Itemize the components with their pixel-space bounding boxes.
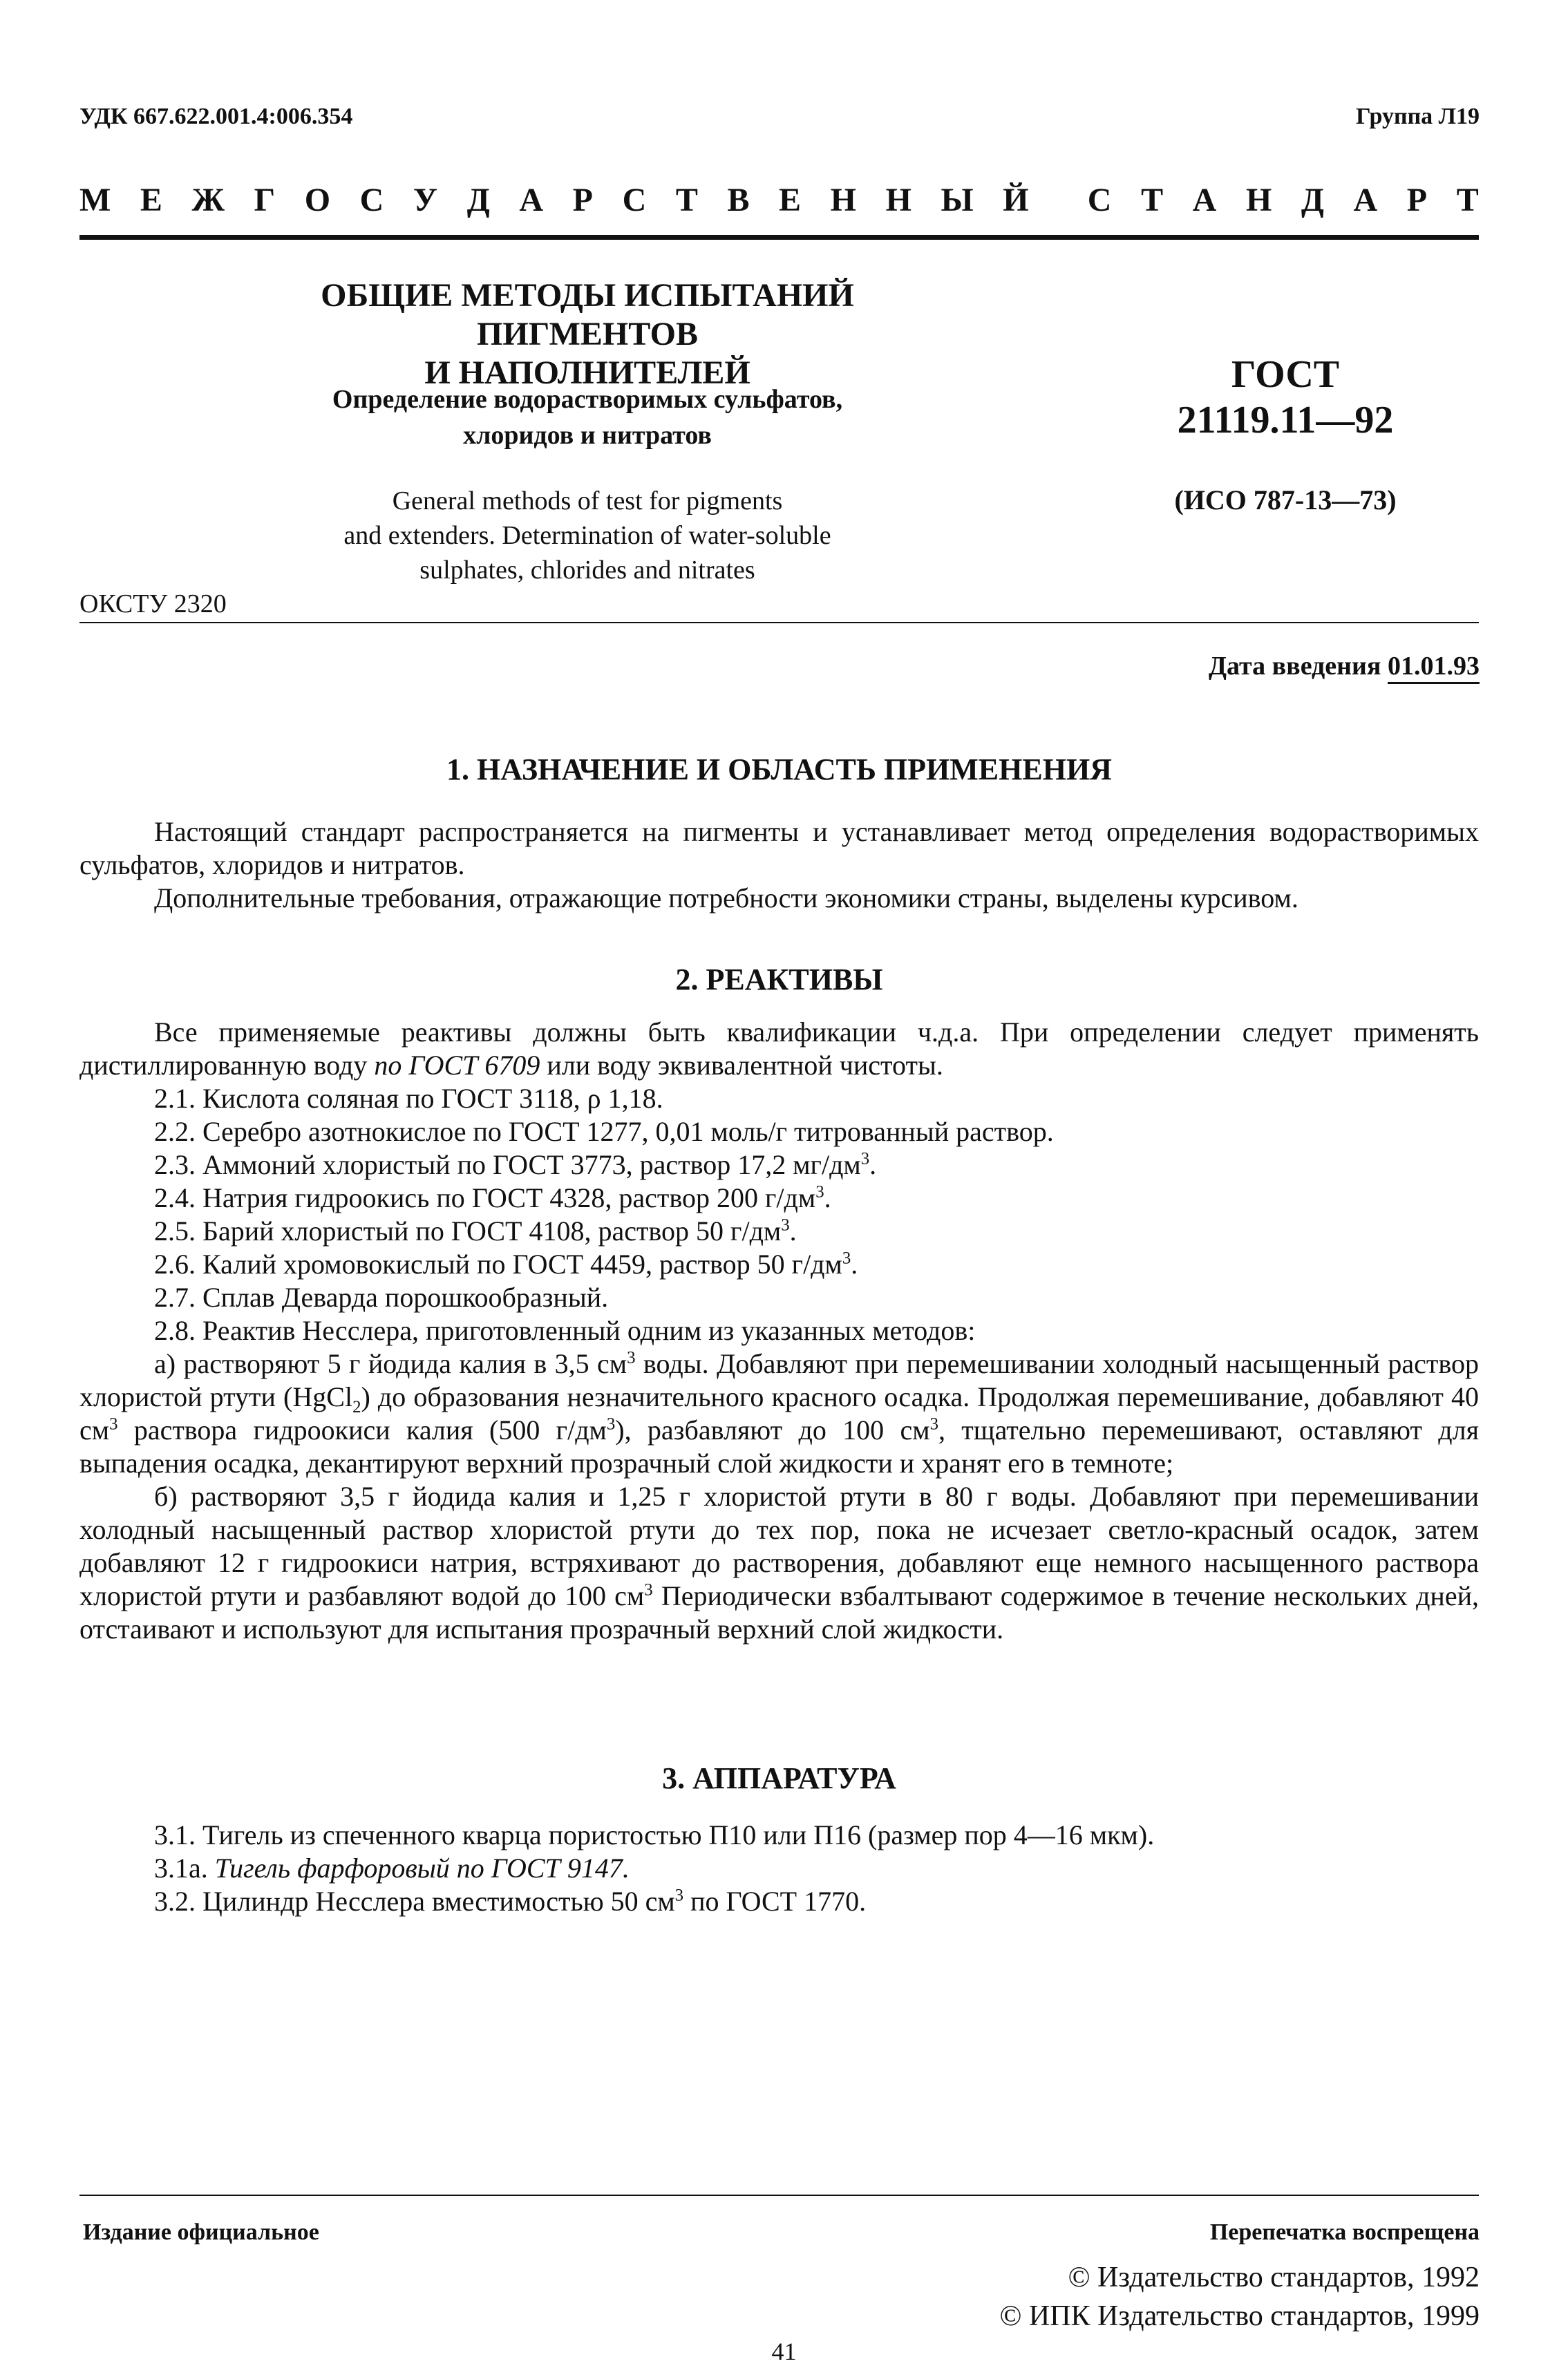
superscript: 3	[815, 1182, 824, 1202]
italic-reference: по ГОСТ 6709	[374, 1050, 540, 1081]
superscript: 3	[842, 1249, 851, 1268]
section-2-heading: 2. РЕАКТИВЫ	[675, 963, 883, 996]
std-letter: Т	[1456, 182, 1479, 218]
gost-label: ГОСТ	[1231, 353, 1340, 396]
std-letter: Р	[572, 182, 593, 218]
item-number: 2.7.	[154, 1282, 196, 1313]
sub-title	[249, 381, 926, 453]
paragraph-method-a	[79, 1347, 1479, 1480]
group-code: Группа Л19	[1356, 104, 1480, 129]
sub-title-line: Определение водорастворимых сульфатов,	[332, 385, 843, 414]
superscript: 3	[929, 1414, 938, 1434]
std-letter: А	[519, 182, 544, 218]
item-number: 2.2.	[154, 1116, 196, 1147]
superscript: 3	[644, 1580, 653, 1600]
item-number: 2.6.	[154, 1249, 196, 1280]
paragraph-method-b	[79, 1480, 1479, 1646]
item-text: Реактив Несслера, приготовленный одним из указанных методов:	[202, 1315, 976, 1346]
paragraph: Дополнительные требования, отражающие потребности экономики страны, выделены курсивом.	[154, 882, 1298, 913]
superscript: 3	[606, 1414, 616, 1434]
okstu-code: ОКСТУ 2320	[79, 589, 227, 618]
english-title-line: sulphates, chlorides and nitrates	[419, 556, 755, 585]
std-letter: Д	[1301, 182, 1324, 218]
item-text: Сплав Деварда порошкообразный.	[202, 1282, 609, 1313]
item-number: 2.8.	[154, 1315, 196, 1346]
copyright-line: © ИПК Издательство стандартов, 1999	[999, 2300, 1480, 2332]
gost-number: 21119.11—92	[1177, 399, 1394, 442]
text-run: раствора гидроокиси калия (500 г/дм	[117, 1414, 607, 1446]
list-item	[79, 1281, 1479, 1314]
list-item	[79, 1082, 1479, 1115]
std-letter: А	[1353, 182, 1378, 218]
english-title	[276, 484, 898, 587]
text-run: ), разбавляют до 100 см	[615, 1414, 930, 1446]
text-run: или воду эквивалентной чистоты.	[540, 1050, 943, 1081]
std-letter: Т	[1141, 182, 1164, 218]
item-text: Серебро азотнокислое по ГОСТ 1277, 0,01 моль/г титрованный раствор.	[202, 1116, 1054, 1147]
list-item	[79, 1885, 1479, 1918]
std-letter: Е	[779, 182, 802, 218]
list-item	[79, 1248, 1479, 1281]
paragraph	[79, 1016, 1479, 1082]
list-item	[79, 1115, 1479, 1148]
item-number: 2.1.	[154, 1083, 196, 1114]
item-number: 2.5.	[154, 1215, 196, 1247]
udk-code: УДК 667.622.001.4:006.354	[79, 104, 353, 129]
edition-note: Издание официальное	[83, 2219, 319, 2245]
std-letter: А	[1192, 182, 1217, 218]
item-end: .	[851, 1249, 858, 1280]
list-item	[79, 1852, 1479, 1885]
item-end: .	[789, 1215, 797, 1247]
intro-date-label: Дата введения	[1208, 652, 1381, 681]
italic-item-text: Тигель фарфоровый по ГОСТ 9147.	[214, 1853, 630, 1884]
english-title-line: and extenders. Determination of water-soluble	[343, 521, 831, 550]
main-title-line: И НАПОЛНИТЕЛЕЙ	[424, 354, 750, 391]
std-letter: О	[304, 182, 331, 218]
item-text: Барий хлористый по ГОСТ 4108, раствор 50 г/дм	[202, 1215, 782, 1247]
section-2-body	[79, 1016, 1479, 1646]
item-end: .	[824, 1182, 831, 1213]
superscript: 3	[860, 1149, 870, 1168]
text-run: , тщательно перемешивают, оставляют для выпадения осадка, декантируют верхний прозрачный слой жидкости и хранят его в темноте;	[79, 1414, 1480, 1479]
text-run: ) до образования незначительного красного осадка. Продолжая перемешивание, добавляют 40 см	[79, 1381, 1479, 1446]
standard-type-heading	[79, 181, 1479, 219]
std-letter: Ж	[191, 182, 225, 218]
std-letter: В	[727, 182, 750, 218]
superscript: 3	[781, 1215, 790, 1235]
std-letter: Й	[1003, 182, 1029, 218]
std-letter: У	[413, 182, 438, 218]
item-text: Кислота соляная по ГОСТ 3118, ρ 1,18.	[202, 1083, 663, 1114]
iso-reference: (ИСО 787-13—73)	[1174, 484, 1397, 515]
std-letter: Т	[675, 182, 698, 218]
superscript: 3	[674, 1886, 684, 1905]
page-number: 41	[771, 2338, 797, 2365]
section-3-body	[79, 1819, 1479, 1918]
item-number: 2.3.	[154, 1149, 196, 1180]
std-letter: Р	[1406, 182, 1428, 218]
std-letter: Ы	[941, 182, 974, 218]
copyright-line: © Издательство стандартов, 1992	[1068, 2262, 1480, 2293]
english-title-line: General methods of test for pigments	[392, 486, 783, 515]
std-letter: Н	[885, 182, 911, 218]
section-1-body	[79, 815, 1479, 915]
std-letter: Г	[254, 182, 276, 218]
item-text: Аммоний хлористый по ГОСТ 3773, раствор 17,2 мг/дм	[202, 1149, 861, 1180]
list-item: 3.1. Тигель из спеченного кварца пористостью П10 или П16 (размер пор 4—16 мкм).	[154, 1819, 1155, 1850]
footer-rule	[79, 2195, 1479, 2196]
list-item	[79, 1314, 1479, 1347]
text-run: Все применяемые реактивы должны быть квалификации ч.д.а. При определении следует применять дистиллированную воду	[79, 1016, 1479, 1081]
subscript: 2	[352, 1398, 361, 1417]
main-title-line: ОБЩИЕ МЕТОДЫ ИСПЫТАНИЙ ПИГМЕНТОВ	[321, 277, 854, 352]
superscript: 3	[627, 1348, 636, 1367]
item-text: Натрия гидроокись по ГОСТ 4328, раствор 200 г/дм	[202, 1182, 816, 1213]
std-letter: С	[1087, 182, 1112, 218]
std-letter: Н	[830, 182, 856, 218]
intro-date-value: 01.01.93	[1388, 652, 1480, 684]
section-1-heading: 1. НАЗНАЧЕНИЕ И ОБЛАСТЬ ПРИМЕНЕНИЯ	[446, 752, 1112, 786]
item-number: 3.1а.	[154, 1853, 208, 1884]
intro-date	[1209, 651, 1480, 681]
header-rule	[79, 235, 1479, 240]
list-item	[79, 1215, 1479, 1248]
reprint-note: Перепечатка воспрещена	[1209, 2219, 1480, 2245]
text-run: а) растворяют 5 г йодида калия в 3,5 см	[154, 1348, 627, 1379]
std-letter: Е	[140, 182, 162, 218]
std-letter: С	[359, 182, 384, 218]
list-item	[79, 1182, 1479, 1215]
item-number: 2.4.	[154, 1182, 196, 1213]
text-run: воды. Добавляют при перемешивании холодный насыщенный раствор хлористой ртути (HgCl	[79, 1348, 1479, 1412]
item-text: Калий хромовокислый по ГОСТ 4459, раствор 50 г/дм	[202, 1249, 842, 1280]
list-item	[79, 1148, 1479, 1182]
section-3-heading: 3. АППАРАТУРА	[662, 1761, 896, 1795]
text-run: по ГОСТ 1770.	[683, 1886, 867, 1917]
text-run: Периодически взбалтывают содержимое в течение нескольких дней, отстаивают и используют для испытания прозрачный верхний слой жидкости.	[79, 1580, 1479, 1645]
superscript: 3	[109, 1414, 118, 1434]
std-letter: Н	[1245, 182, 1272, 218]
text-run: б) растворяют 3,5 г йодида калия и 1,25 г хлористой ртути в 80 г воды. Добавляют при перемешивании холодный насыщенный раствор хлористой ртути до тех пор, пока не исчезает светло-красный осадок, затем добавляют 12 г гидроокиси натрия, встряхивают до растворения, добавляют еще немного насыщенного раствора хлористой ртути и разбавляют водой до 100 см	[79, 1481, 1479, 1611]
copyright-block	[999, 2258, 1480, 2336]
main-title	[207, 276, 967, 392]
title-block-rule	[79, 622, 1479, 623]
std-letter: Д	[466, 182, 490, 218]
text-run: 3.2. Цилиндр Несслера вместимостью 50 см	[154, 1886, 675, 1917]
paragraph: Настоящий стандарт распространяется на пигменты и устанавливает метод определения водорастворимых сульфатов, хлоридов и нитратов.	[79, 816, 1479, 880]
item-end: .	[869, 1149, 877, 1180]
sub-title-line: хлоридов и нитратов	[463, 421, 712, 450]
std-letter: С	[622, 182, 647, 218]
std-letter: М	[79, 182, 111, 218]
